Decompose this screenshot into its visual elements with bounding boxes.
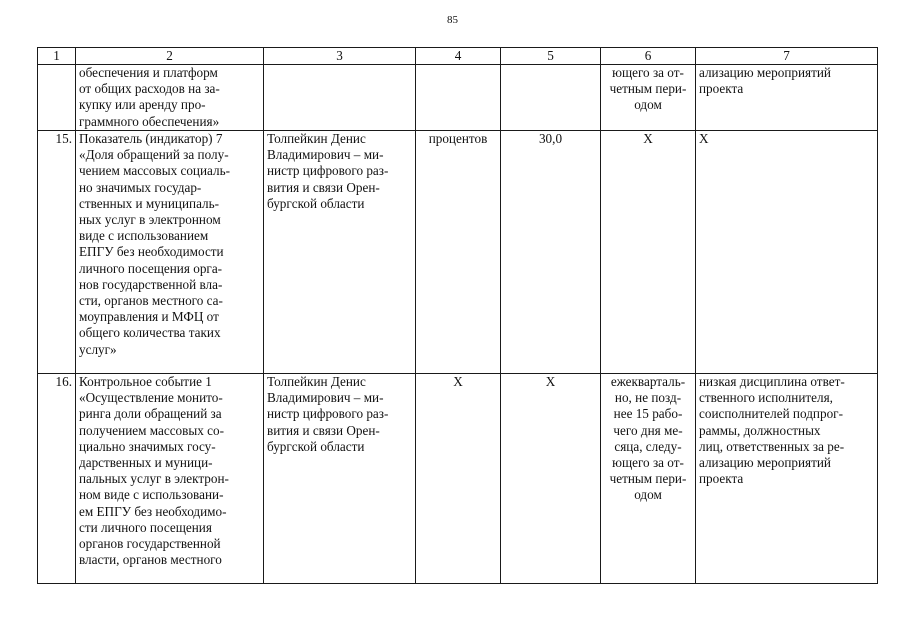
- unit-cell: [416, 65, 501, 131]
- column-header: 6: [601, 48, 696, 65]
- description-cell: Показатель (индикатор) 7 «Доля обращений за полу- чением массовых социаль- но значимых государ- ственных и муниципаль- ных услуг в электронном виде с использованием ЕПГУ без необходимости личного посещения орга- нов государственной вла- сти, органов местного са- моуправления и МФЦ от общего количества таких услуг»: [76, 131, 264, 374]
- responsible-cell: Толпейкин Денис Владимирович – ми- нистр цифрового раз- вития и связи Орен- бургской области: [264, 374, 416, 584]
- deadline-cell: ющего за от- четным пери- одом: [601, 65, 696, 131]
- column-header: 4: [416, 48, 501, 65]
- table-row: [38, 374, 878, 584]
- unit-cell: процентов: [416, 131, 501, 374]
- description-cell: обеспечения и платформ от общих расходов на за- купку или аренду про- граммного обеспечения»: [76, 65, 264, 131]
- row-number-cell: [38, 65, 76, 131]
- column-header: 3: [264, 48, 416, 65]
- document-table: [37, 47, 878, 584]
- responsible-cell: Толпейкин Денис Владимирович – ми- нистр цифрового раз- вития и связи Орен- бургской области: [264, 131, 416, 374]
- row-number-cell: 16.: [38, 374, 76, 584]
- value-cell: 30,0: [501, 131, 601, 374]
- row-number-cell: 15.: [38, 131, 76, 374]
- table-row: [38, 65, 878, 131]
- risk-cell: низкая дисциплина ответ- ственного исполнителя, соисполнителей подпрог- раммы, должностных лиц, ответственных за ре- ализацию мероприятий проекта: [696, 374, 878, 584]
- table-row: [38, 131, 878, 374]
- value-cell: [501, 65, 601, 131]
- description-cell: Контрольное событие 1 «Осуществление монито- ринга доли обращений за получением массовых со- циально значимых госу- дарственных и муници- пальных услуг в электрон- ном виде с использовани- ем ЕПГУ без необходимо- сти личного посещения органов государственной власти, органов местного: [76, 374, 264, 584]
- responsible-cell: [264, 65, 416, 131]
- column-header: 1: [38, 48, 76, 65]
- value-cell: X: [501, 374, 601, 584]
- header-row: [38, 48, 878, 65]
- column-header: 7: [696, 48, 878, 65]
- deadline-cell: X: [601, 131, 696, 374]
- column-header: 5: [501, 48, 601, 65]
- column-header: 2: [76, 48, 264, 65]
- risk-cell: ализацию мероприятий проекта: [696, 65, 878, 131]
- unit-cell: X: [416, 374, 501, 584]
- risk-cell: X: [696, 131, 878, 374]
- deadline-cell: ежекварталь- но, не позд- нее 15 рабо- чего дня ме- сяца, следу- ющего за от- четным пери- одом: [601, 374, 696, 584]
- page-number: 85: [447, 14, 458, 26]
